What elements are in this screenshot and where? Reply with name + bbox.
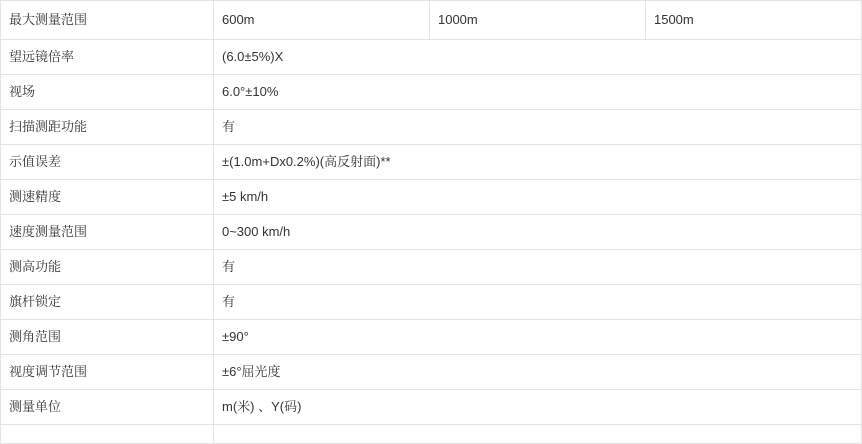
row-value (213, 425, 861, 444)
table-row (1, 320, 862, 355)
row-value: 1500m (645, 1, 861, 40)
row-label: 示值误差 (1, 145, 214, 180)
table-row (1, 285, 862, 320)
row-label: 速度测量范围 (1, 215, 214, 250)
row-value: ±90° (213, 320, 861, 355)
row-value: 600m (213, 1, 429, 40)
row-value: 有 (213, 285, 861, 320)
row-label: 测速精度 (1, 180, 214, 215)
row-label: 最大测量范围 (1, 1, 214, 40)
table-row (1, 1, 862, 40)
table-row (1, 390, 862, 425)
table-row (1, 110, 862, 145)
row-value: 有 (213, 110, 861, 145)
row-value: (6.0±5%)X (213, 40, 861, 75)
row-value: 1000m (429, 1, 645, 40)
row-label: 视度调节范围 (1, 355, 214, 390)
table-row (1, 250, 862, 285)
row-label: 扫描测距功能 (1, 110, 214, 145)
row-label: 测角范围 (1, 320, 214, 355)
row-value: ±6°屈光度 (213, 355, 861, 390)
row-label: 测高功能 (1, 250, 214, 285)
row-label: 视场 (1, 75, 214, 110)
table-body (1, 1, 862, 444)
table-row (1, 40, 862, 75)
row-value: m(米) 、Y(码) (213, 390, 861, 425)
row-label: 旗杆锁定 (1, 285, 214, 320)
table-row (1, 145, 862, 180)
table-row (1, 75, 862, 110)
row-value: 6.0°±10% (213, 75, 861, 110)
row-value: 0~300 km/h (213, 215, 861, 250)
table-row (1, 180, 862, 215)
row-label: 望远镜倍率 (1, 40, 214, 75)
row-value: 有 (213, 250, 861, 285)
row-label: 测量单位 (1, 390, 214, 425)
table-row (1, 215, 862, 250)
row-value: ±5 km/h (213, 180, 861, 215)
row-value: ±(1.0m+Dx0.2%)(高反射面)** (213, 145, 861, 180)
table-row (1, 355, 862, 390)
row-label (1, 425, 214, 444)
table-row (1, 425, 862, 444)
